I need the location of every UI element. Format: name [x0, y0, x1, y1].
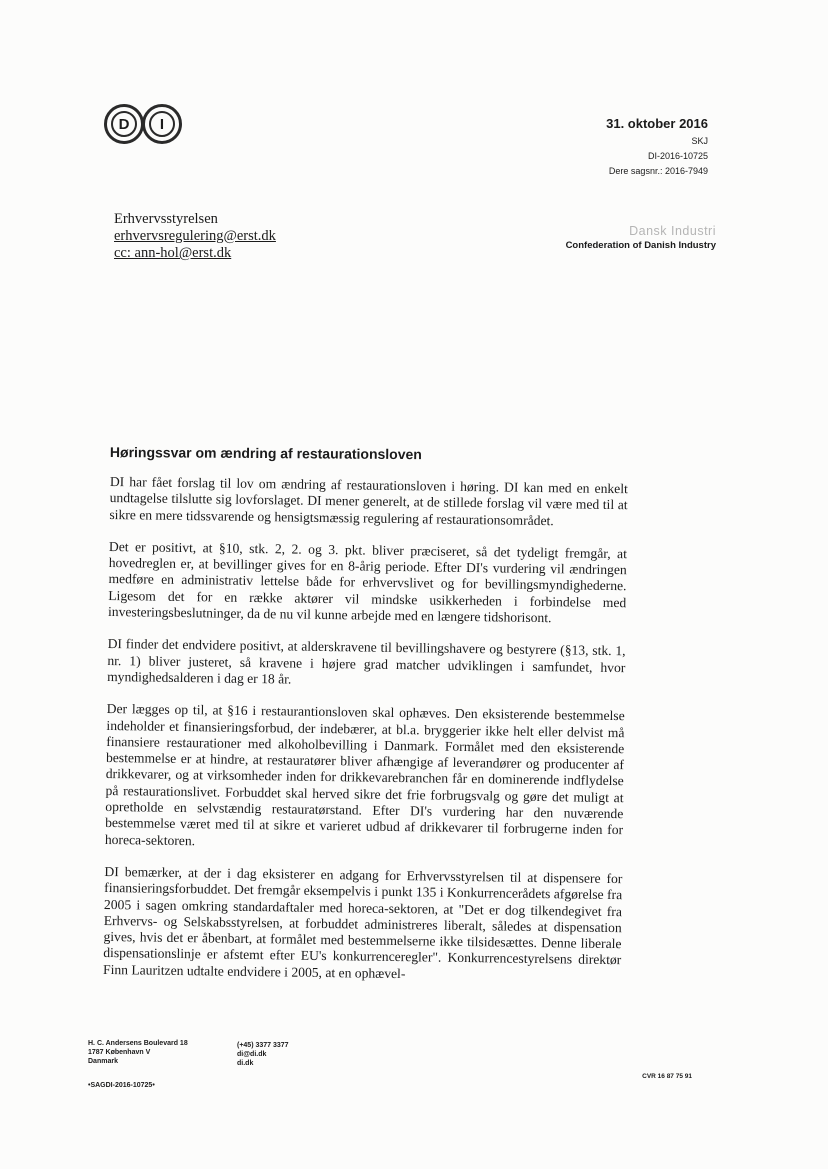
recipient-email-link[interactable]: erhvervsregulering@erst.dk	[114, 228, 276, 244]
brand-block	[566, 224, 716, 251]
paragraph: Det er positivt, at §10, stk. 2, 2. og 3. pkt. bliver præciseret, så det tydeligt fremgår, at hovedreglen er, at bevillinger gives for en 8-årig periode. Efter DI's vurdering vil ændringen medføre en administrativ lettelse både for erhvervslivet og for bevillingsmyndighederne. Ligesom det for en række aktører vil mindske usikkerheden i forbindelse med investeringsbeslutninger, da de nu vil kunne arbejde med en længere tidshorisont.	[107, 538, 628, 626]
footer-address	[88, 1039, 188, 1066]
case-number: Dere sagsnr.: 2016-7949	[608, 166, 708, 176]
phone-number: (+45) 3377 3377	[237, 1042, 289, 1049]
letter-body	[103, 474, 628, 1001]
logo-letter-d: D	[111, 111, 137, 137]
website-link[interactable]: di.dk	[237, 1060, 254, 1067]
logo-letter-i: I	[149, 111, 175, 137]
logo-circle-d	[104, 104, 144, 144]
logo-circle-i	[142, 104, 182, 144]
letter-date: 31. oktober 2016	[606, 116, 708, 131]
di-logo	[104, 104, 184, 146]
address-street: H. C. Andersens Boulevard 18	[88, 1040, 188, 1047]
document-reference: •SAGDI-2016-10725•	[88, 1082, 155, 1089]
paragraph: DI har fået forslag til lov om ændring af restaurationsloven i høring. DI kan med en enkelt undtagelse tilslutte sig lovforslaget. DI mener generelt, at de stillede forslag vil være med til at sikre en mere tidssvarende og hensigtsmæssig regulering af restaurationsområdet.	[109, 474, 628, 528]
paragraph: DI bemærker, at der i dag eksisterer en adgang for Erhvervsstyrelsen til at dispensere for finansieringsforbuddet. Det fremgår eksempelvis i punkt 135 i Konkurrencerådets afgørelse fra 2005 i sagen omkring standardaftaler med horeca-sektoren, at "Det er dog tilkendegivet fra Erhvervs- og Selskabsstyrelsen, at forbuddet administreres liberalt, således at dispensation gives, hvis det er åbenbart, at formålet med bestemmelserne ikke tilsidesættes. Denne liberale dispensationslinje er afstemt efter EU's konkurrenceregler". Konkurrencestyrelsens direktør Finn Lauritzen udtalte endvidere i 2005, at en ophævel-	[102, 863, 623, 981]
recipient-block	[114, 211, 276, 262]
initials: SKJ	[691, 136, 708, 146]
paragraph: Der lægges op til, at §16 i restaurantionsloven skal ophæves. Den eksisterende bestemmelse indeholder et finansieringsforbud, der indebærer, at bl.a. bryggerier ikke helt eller delvist må finansiere restaurationer med alkoholbevilling i Danmark. Formålet med den eksisterende bestemmelse er at hindre, at restauratører bliver afhængige af leverandører og producenter af drikkevarer, og at virksomheder inden for drikkevarebranchen får en dominerende indflydelse på restaurationslivet. Forbuddet skal herved sikre det frie forbrugsvalg og gøre det muligt at opretholde en selvstændig restauratørstand. Efter DI's vurdering har den nuværende bestemmelse været med til at sikre et varieret udbud af drikkevarer til forbrugerne inden for horeca-sektoren.	[104, 701, 625, 848]
letter-meta	[606, 116, 708, 176]
footer-contact	[237, 1041, 289, 1068]
paragraph: DI finder det endvidere positivt, at alderskravene til bevillingshavere og bestyrere (§13, stk. 1, nr. 1) bliver justeret, så kravene i højere grad matcher udviklingen i samfundet, hvor myndighedsalderen i dag er 18 år.	[107, 636, 626, 687]
letter-title: Høringssvar om ændring af restaurationsloven	[109, 444, 422, 463]
cvr-number: CVR 16 87 75 91	[642, 1073, 692, 1080]
brand-name: Dansk Industri	[629, 224, 716, 238]
contact-email[interactable]: di@di.dk	[237, 1051, 267, 1058]
document-number: DI-2016-10725	[647, 151, 708, 161]
recipient-name: Erhvervsstyrelsen	[114, 211, 218, 227]
address-country: Danmark	[88, 1058, 118, 1065]
cc-email-link[interactable]: cc: ann-hol@erst.dk	[114, 245, 232, 261]
brand-english-name: Confederation of Danish Industry	[565, 240, 716, 251]
address-city: 1787 København V	[88, 1049, 151, 1056]
